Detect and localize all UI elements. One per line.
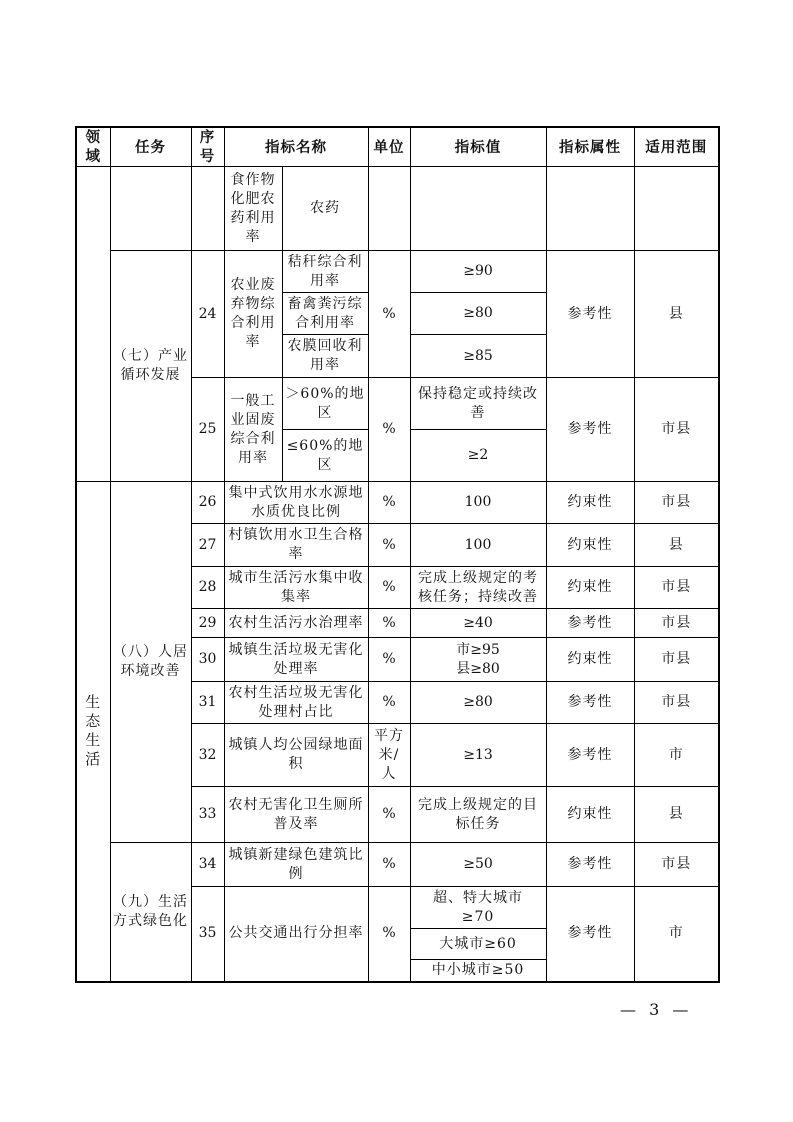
indicator-scope: 市县 bbox=[634, 638, 719, 682]
indicator-name: 城镇人均公园绿地面积 bbox=[224, 724, 368, 787]
indicator-scope: 市县 bbox=[634, 609, 719, 638]
unit: % bbox=[368, 682, 410, 724]
row-number: 35 bbox=[191, 887, 224, 982]
header-task: 任务 bbox=[110, 127, 191, 167]
header-indicator-name: 指标名称 bbox=[224, 127, 368, 167]
indicator-name: 村镇饮用水卫生合格率 bbox=[224, 524, 368, 567]
indicator-attribute: 约束性 bbox=[546, 787, 634, 843]
task-cell: （九）生活方式绿色化 bbox=[110, 843, 191, 982]
table-row bbox=[76, 843, 719, 887]
indicator-name: 城镇生活垃圾无害化处理率 bbox=[224, 638, 368, 682]
indicator-value: 保持稳定或持续改善 bbox=[410, 378, 546, 430]
indicator-value: 完成上级规定的考核任务；持续改善 bbox=[410, 567, 546, 609]
unit: % bbox=[368, 887, 410, 982]
indicator-name: 集中式饮用水水源地水质优良比例 bbox=[224, 482, 368, 524]
indicator-attribute: 参考性 bbox=[546, 682, 634, 724]
indicator-scope: 县 bbox=[634, 787, 719, 843]
indicator-value: 完成上级规定的目标任务 bbox=[410, 787, 546, 843]
row-number: 28 bbox=[191, 567, 224, 609]
indicator-scope: 市 bbox=[634, 887, 719, 982]
unit: % bbox=[368, 638, 410, 682]
row-number: 32 bbox=[191, 724, 224, 787]
indicator-scope: 市县 bbox=[634, 843, 719, 887]
unit: % bbox=[368, 843, 410, 887]
sub-indicator-name: 畜禽粪污综合利用率 bbox=[282, 293, 368, 335]
indicator-attribute: 约束性 bbox=[546, 638, 634, 682]
indicator-table bbox=[75, 126, 720, 983]
header-unit: 单位 bbox=[368, 127, 410, 167]
sub-indicator-name: ≤60%的地区 bbox=[282, 430, 368, 482]
unit: % bbox=[368, 567, 410, 609]
unit: % bbox=[368, 609, 410, 638]
indicator-scope: 市县 bbox=[634, 482, 719, 524]
indicator-attribute: 约束性 bbox=[546, 567, 634, 609]
indicator-scope: 市县 bbox=[634, 378, 719, 482]
indicator-scope: 县 bbox=[634, 524, 719, 567]
indicator-name: 一般工业固废综合利用率 bbox=[224, 378, 282, 482]
sub-indicator-name: 秸秆综合利用率 bbox=[282, 251, 368, 293]
indicator-attribute: 参考性 bbox=[546, 609, 634, 638]
table-row bbox=[76, 167, 719, 251]
indicator-value: ≥80 bbox=[410, 293, 546, 335]
indicator-name: 农村生活污水治理率 bbox=[224, 609, 368, 638]
unit: % bbox=[368, 251, 410, 378]
indicator-name: 城镇新建绿色建筑比例 bbox=[224, 843, 368, 887]
header-domain: 领域 bbox=[76, 127, 110, 167]
indicator-value: ≥80 bbox=[410, 682, 546, 724]
indicator-attribute: 参考性 bbox=[546, 887, 634, 982]
domain-cell-empty bbox=[76, 167, 110, 482]
indicator-attribute: 参考性 bbox=[546, 251, 634, 378]
indicator-value: 100 bbox=[410, 524, 546, 567]
indicator-value: ≥50 bbox=[410, 843, 546, 887]
unit: % bbox=[368, 378, 410, 482]
row-number: 33 bbox=[191, 787, 224, 843]
row-number: 31 bbox=[191, 682, 224, 724]
unit: % bbox=[368, 482, 410, 524]
indicator-name: 公共交通出行分担率 bbox=[224, 887, 368, 982]
header-row bbox=[76, 127, 719, 167]
row-number: 26 bbox=[191, 482, 224, 524]
indicator-value: ≥85 bbox=[410, 335, 546, 378]
indicator-scope: 市县 bbox=[634, 567, 719, 609]
indicator-value: 100 bbox=[410, 482, 546, 524]
indicator-name: 农业废弃物综合利用率 bbox=[224, 251, 282, 378]
unit: 平方米/人 bbox=[368, 724, 410, 787]
row-number: 27 bbox=[191, 524, 224, 567]
indicator-value: 超、特大城市≥70 bbox=[410, 887, 546, 929]
indicator-scope: 市 bbox=[634, 724, 719, 787]
row-number: 30 bbox=[191, 638, 224, 682]
indicator-value: ≥90 bbox=[410, 251, 546, 293]
row-number: 34 bbox=[191, 843, 224, 887]
indicator-value: ≥2 bbox=[410, 430, 546, 482]
task-cell: （七）产业循环发展 bbox=[110, 251, 191, 482]
indicator-attribute: 参考性 bbox=[546, 843, 634, 887]
row-number: 29 bbox=[191, 609, 224, 638]
indicator-attribute: 约束性 bbox=[546, 524, 634, 567]
task-cell: （八）人居环境改善 bbox=[110, 482, 191, 843]
indicator-name: 食作物化肥农药利用率 bbox=[224, 167, 282, 251]
row-number: 25 bbox=[191, 378, 224, 482]
indicator-value: 市≥95 县≥80 bbox=[410, 638, 546, 682]
indicator-value: 大城市≥60 bbox=[410, 929, 546, 960]
sub-indicator-name: ＞60%的地区 bbox=[282, 378, 368, 430]
header-value: 指标值 bbox=[410, 127, 546, 167]
header-number: 序号 bbox=[191, 127, 224, 167]
domain-cell: 生态生活 bbox=[76, 482, 110, 982]
unit: % bbox=[368, 787, 410, 843]
table-row bbox=[76, 482, 719, 524]
indicator-name: 城市生活污水集中收集率 bbox=[224, 567, 368, 609]
header-scope: 适用范围 bbox=[634, 127, 719, 167]
row-number: 24 bbox=[191, 251, 224, 378]
sub-indicator-name: 农药 bbox=[282, 167, 368, 251]
sub-indicator-name: 农膜回收利用率 bbox=[282, 335, 368, 378]
table-row bbox=[76, 251, 719, 293]
indicator-scope: 市县 bbox=[634, 682, 719, 724]
indicator-scope: 县 bbox=[634, 251, 719, 378]
header-attribute: 指标属性 bbox=[546, 127, 634, 167]
unit: % bbox=[368, 524, 410, 567]
indicator-value: ≥40 bbox=[410, 609, 546, 638]
indicator-name: 农村生活垃圾无害化处理村占比 bbox=[224, 682, 368, 724]
page-number: — 3 — bbox=[620, 1000, 693, 1019]
indicator-attribute: 约束性 bbox=[546, 482, 634, 524]
indicator-attribute: 参考性 bbox=[546, 724, 634, 787]
indicator-value: 中小城市≥50 bbox=[410, 960, 546, 982]
indicator-name: 农村无害化卫生厕所普及率 bbox=[224, 787, 368, 843]
indicator-value: ≥13 bbox=[410, 724, 546, 787]
indicator-attribute: 参考性 bbox=[546, 378, 634, 482]
